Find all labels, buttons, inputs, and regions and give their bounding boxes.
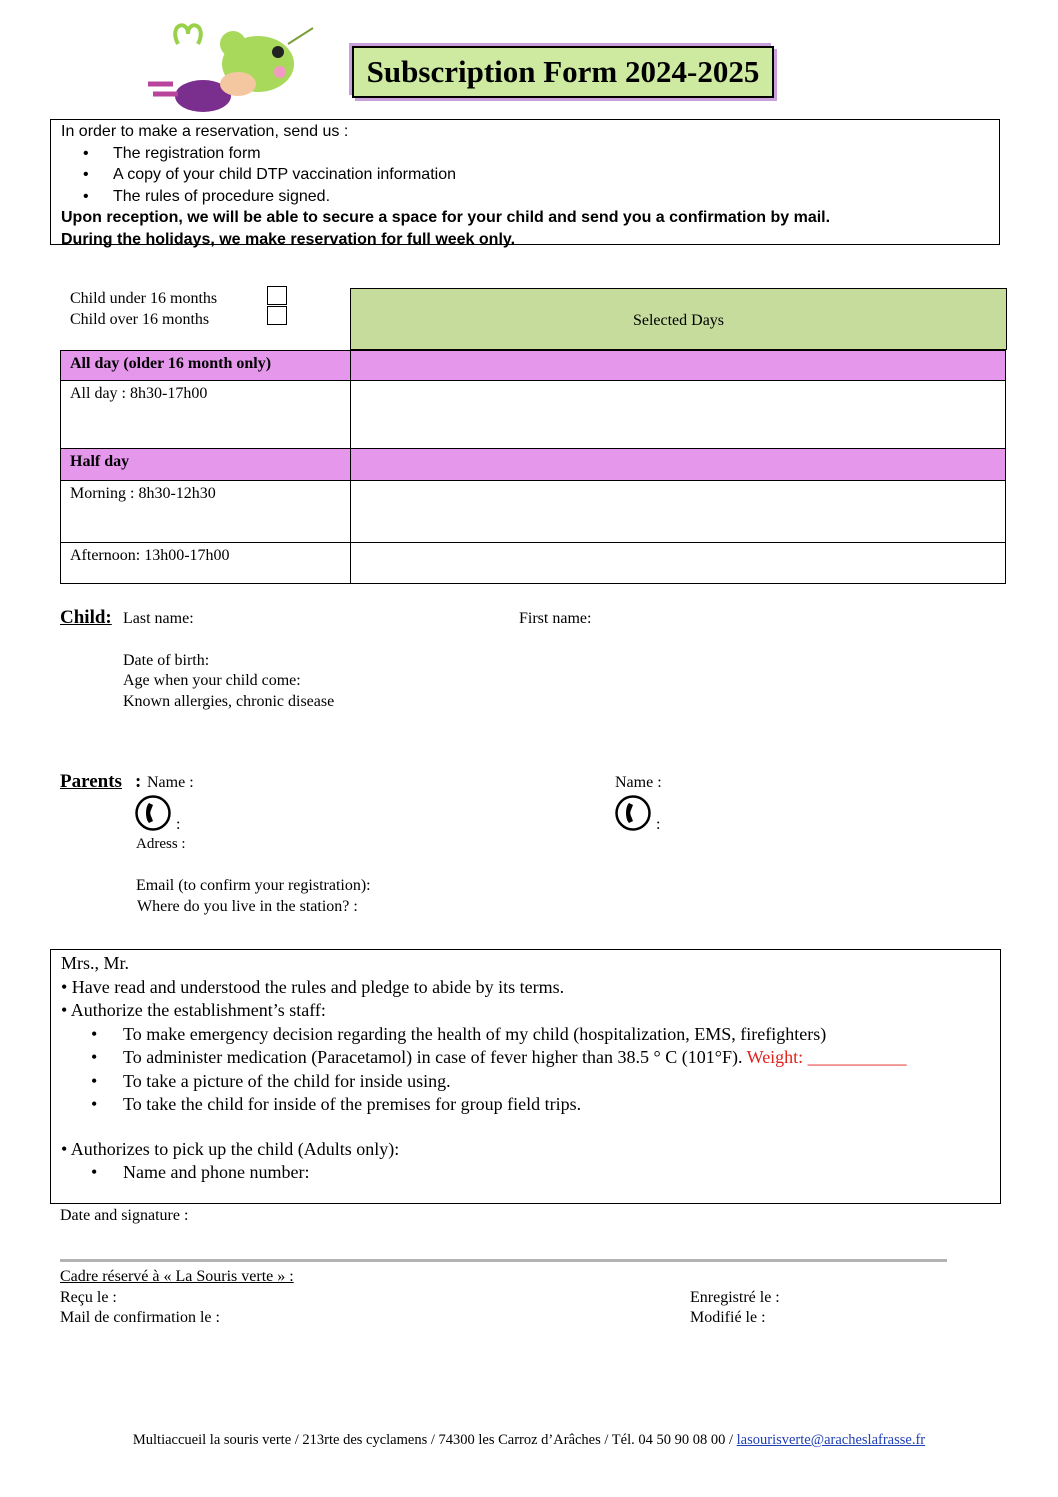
consent-pickup: • Authorizes to pick up the child (Adults only): (61, 1138, 400, 1159)
authorization-item (123, 1046, 990, 1070)
option-over-16-months: Child over 16 months (70, 311, 210, 328)
date-signature-field[interactable]: Date and signature : (60, 1207, 189, 1224)
afternoon-label: Afternoon: 13h00-17h00 (61, 543, 351, 583)
consent-read-rules: • Have read and understood the rules and pledge to abide by its terms. (61, 976, 565, 997)
all-day-row[interactable] (60, 381, 1006, 449)
all-day-header-row (60, 350, 1006, 381)
holiday-note: During the holidays, we make reservation for full week only. (61, 230, 516, 248)
morning-label: Morning : 8h30-12h30 (61, 481, 351, 542)
option-under-16-months: Child under 16 months (70, 290, 218, 307)
selected-days-header (350, 288, 1007, 350)
checkbox-under-16-months[interactable] (267, 286, 287, 305)
parent2-phone-field[interactable]: : (656, 816, 661, 833)
parents-heading-colon: : (135, 771, 142, 792)
reception-note: Upon reception, we will be able to secure a space for your child and send you a confirmation by mail. (61, 209, 831, 226)
form-title-box (352, 46, 774, 98)
modified-date-field: Modifié le : (690, 1309, 766, 1326)
afternoon-row[interactable] (60, 543, 1006, 584)
station-location-field[interactable]: Where do you live in the station? : (137, 898, 358, 915)
required-document-item: • The rules of procedure signed. (113, 186, 989, 208)
form-title: Subscription Form 2024-2025 (366, 54, 760, 89)
parents-section-heading: Parents (60, 771, 122, 792)
parent1-phone-field[interactable]: : (176, 816, 181, 833)
consent-box (50, 949, 1001, 1204)
phone-icon (615, 795, 651, 831)
child-section-heading: Child: (60, 607, 112, 628)
registered-date-field: Enregistré le : (690, 1289, 780, 1306)
required-documents-list (61, 143, 989, 208)
divider (60, 1259, 947, 1262)
authorization-medication-text: To administer medication (Paracetamol) in case of fever higher than 38.5 ° C (101°F). (123, 1047, 743, 1067)
parent-address-field[interactable]: Adress : (136, 836, 186, 852)
child-age-field[interactable]: Age when your child come: (123, 672, 301, 689)
authorization-item: • To take the child for inside of the premises for group field trips. (123, 1093, 990, 1117)
half-day-header-row (60, 449, 1006, 481)
selected-days-label: Selected Days (632, 312, 725, 329)
green-mouse-logo (128, 14, 320, 114)
parent2-name-field[interactable]: Name : (615, 774, 662, 791)
parent1-name-field[interactable]: Name : (147, 774, 194, 791)
child-allergies-field[interactable]: Known allergies, chronic disease (123, 693, 335, 710)
reserved-section-heading: Cadre réservé à « La Souris verte » : (60, 1268, 294, 1285)
child-dob-field[interactable]: Date of birth: (123, 652, 210, 669)
weight-field[interactable]: Weight: ___________ (746, 1047, 907, 1067)
checkbox-over-16-months[interactable] (267, 306, 287, 325)
footer-address: Multiaccueil la souris verte / 213rte des cyclamens / 74300 les Carroz d’Arâches / Tél. 04 50 90 08 00 / (132, 1432, 737, 1448)
all-day-header: All day (older 16 month only) (61, 351, 351, 380)
footer (0, 1432, 1058, 1449)
consent-authorize-staff: • Authorize the establishment’s staff: (61, 1000, 326, 1020)
received-date-field: Reçu le : (60, 1289, 117, 1306)
required-document-item: • A copy of your child DTP vaccination information (113, 164, 989, 186)
parent-email-field[interactable]: Email (to confirm your registration): (136, 877, 371, 894)
pickup-list (61, 1161, 990, 1185)
required-document-item: • The registration form (113, 143, 989, 165)
confirmation-mail-date-field: Mail de confirmation le : (60, 1309, 220, 1326)
morning-row[interactable] (60, 481, 1006, 543)
phone-icon (135, 795, 171, 831)
child-last-name-field[interactable]: Last name: (123, 610, 194, 627)
child-first-name-field[interactable]: First name: (519, 610, 592, 627)
all-day-label: All day : 8h30-17h00 (61, 381, 351, 448)
consent-salutation: Mrs., Mr. (61, 953, 130, 973)
pickup-name-phone-field[interactable]: • Name and phone number: (123, 1161, 990, 1185)
authorization-item: • To make emergency decision regarding the health of my child (hospitalization, EMS, firefighters) (123, 1023, 990, 1047)
instructions-box (50, 119, 1000, 248)
authorization-item: • To take a picture of the child for inside using. (123, 1070, 990, 1094)
instructions-lead: In order to make a reservation, send us : (61, 123, 349, 140)
staff-authorization-list (61, 1023, 990, 1117)
half-day-header: Half day (61, 449, 351, 480)
footer-email-link[interactable]: lasourisverte@aracheslafrasse.fr (736, 1432, 926, 1448)
